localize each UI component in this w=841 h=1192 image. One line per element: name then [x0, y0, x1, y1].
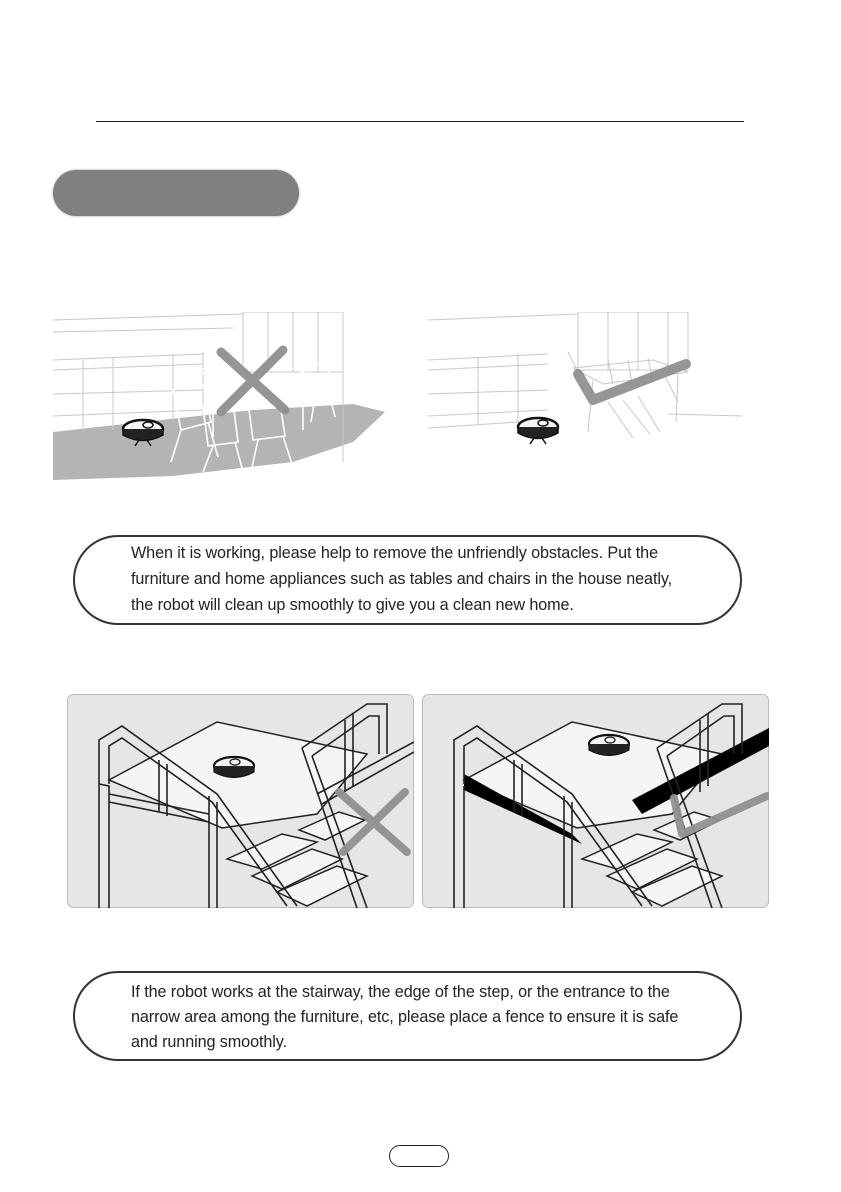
robot-icon [589, 735, 629, 756]
stairway-note-line-2: narrow area among the furniture, etc, please place a fence to ensure it is safe [131, 1008, 679, 1026]
header-rule [96, 121, 744, 122]
obstacles-note-line-1: When it is working, please help to remove the unfriendly obstacles. Put the [131, 544, 658, 562]
obstacles-note-line-2: furniture and home appliances such as tables and chairs in the house neatly, [131, 570, 673, 588]
kitchen-right-illustration [428, 312, 744, 452]
stairway-note-line-1: If the robot works at the stairway, the edge of the step, or the entrance to the [131, 983, 670, 1001]
stairway-note-line-3: and running smoothly. [131, 1033, 287, 1051]
check-icon [578, 364, 686, 400]
robot-icon [518, 418, 558, 444]
section-heading-pill [53, 170, 299, 216]
cross-icon [221, 350, 285, 412]
page-number-pill [389, 1145, 449, 1167]
stairs-wrong-illustration [67, 694, 414, 908]
obstacles-note-line-3: the robot will clean up smoothly to give you a clean new home. [131, 596, 574, 614]
stairs-right-illustration [422, 694, 769, 908]
kitchen-wrong-illustration [53, 312, 398, 482]
robot-icon [214, 757, 254, 778]
